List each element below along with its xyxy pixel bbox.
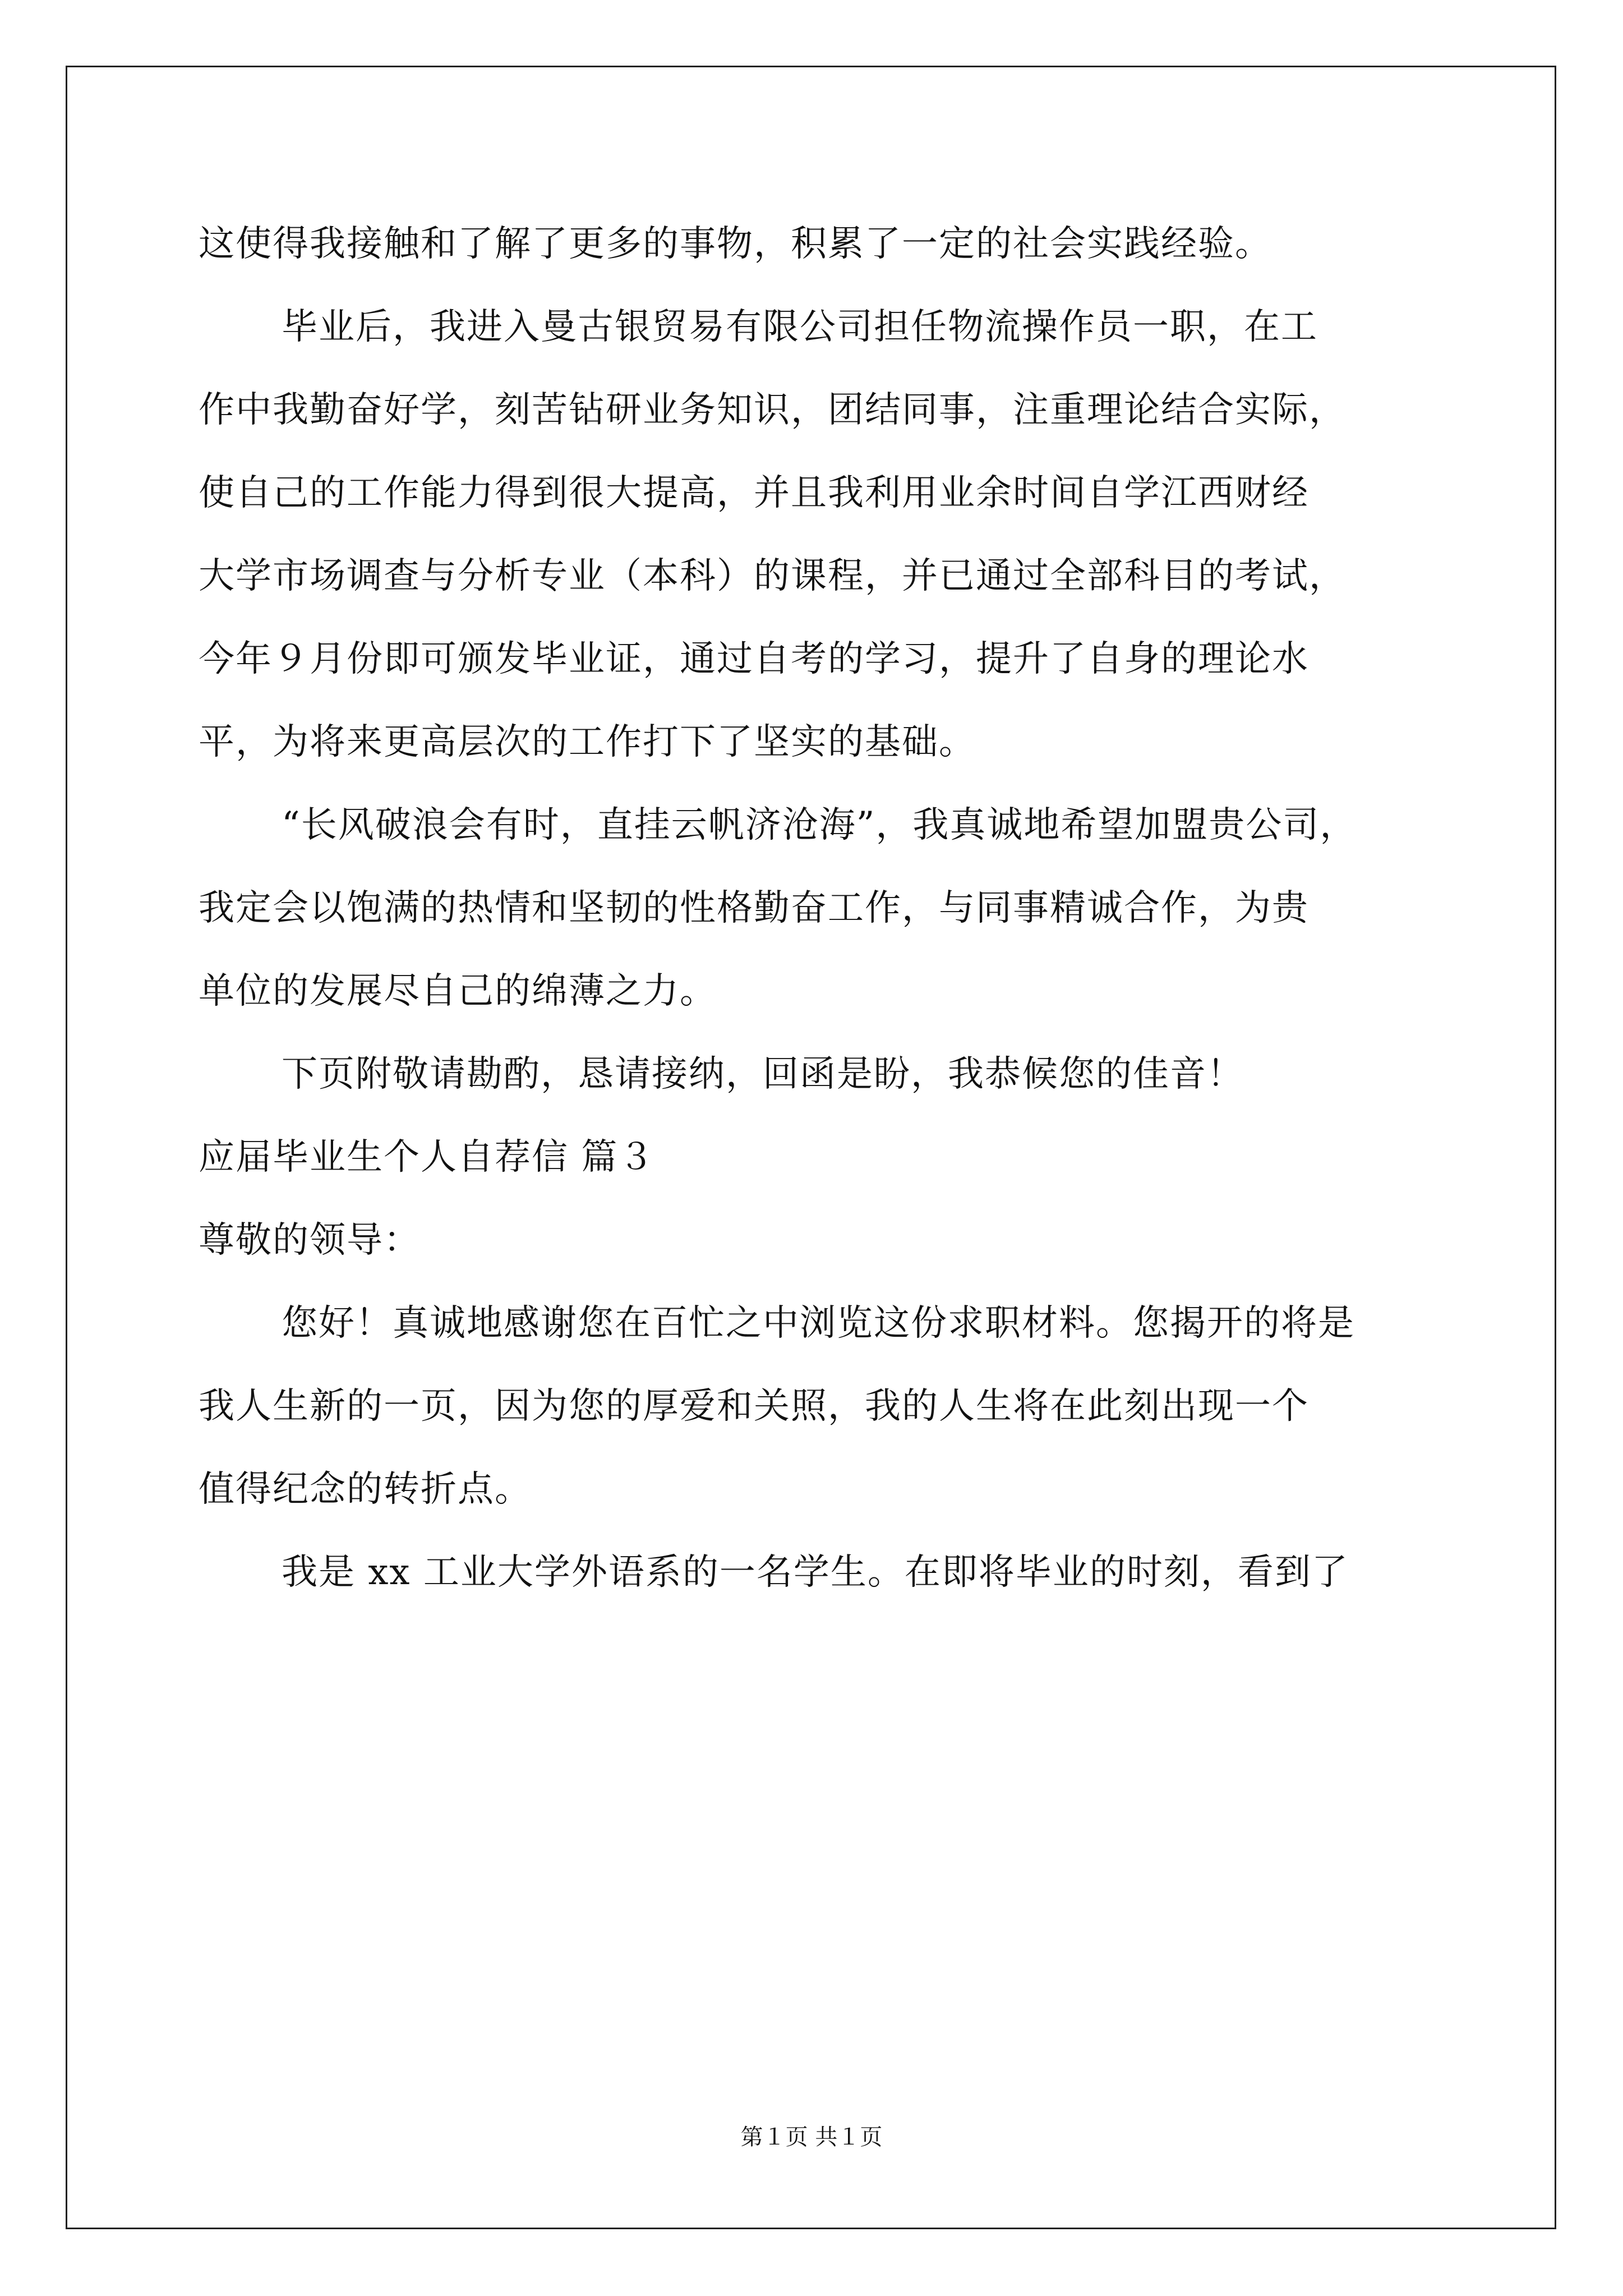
paragraph-line: 下页附敬请勘酌，恳请接纳，回函是盼，我恭候您的佳音！ [282, 1053, 1244, 1095]
paragraph-line: 我人生新的一页，因为您的厚爱和关照，我的人生将在此刻出现一个 [199, 1386, 1309, 1427]
paragraph-line: 毕业后，我进入曼古银贸易有限公司担任物流操作员一职，在工 [282, 306, 1318, 348]
paragraph-line: 作中我勤奋好学，刻苦钻研业务知识，团结同事，注重理论结合实际， [199, 389, 1346, 431]
section-heading: 应届毕业生个人自荐信 篇３ [199, 1137, 656, 1178]
salutation: 尊敬的领导： [199, 1220, 421, 1261]
paragraph-line: 这使得我接触和了解了更多的事物，积累了一定的社会实践经验。 [199, 223, 1272, 265]
paragraph-line: 我定会以饱满的热情和坚韧的性格勤奋工作，与同事精诚合作，为贵 [199, 887, 1309, 929]
paragraph-line: 平，为将来更高层次的工作打下了坚实的基础。 [199, 721, 976, 763]
page-footer: 第１页 共１页 [740, 2124, 883, 2150]
paragraph-line: 使自己的工作能力得到很大提高，并且我利用业余时间自学江西财经 [199, 472, 1309, 514]
paragraph-line: 值得纪念的转折点。 [199, 1469, 532, 1510]
paragraph-line: “长风破浪会有时，直挂云帆济沧海”，我真诚地希望加盟贵公司， [282, 804, 1357, 846]
paragraph-line: 单位的发展尽自己的绵薄之力。 [199, 970, 717, 1012]
paragraph-line: 大学市场调查与分析专业（本科）的课程，并已通过全部科目的考试， [199, 555, 1346, 597]
paragraph-line: 您好！真诚地感谢您在百忙之中浏览这份求职材料。您揭开的将是 [282, 1303, 1355, 1344]
paragraph-line: 今年９月份即可颁发毕业证，通过自考的学习，提升了自身的理论水 [199, 638, 1309, 680]
paragraph-line: 我是 xx 工业大学外语系的一名学生。在即将毕业的时刻，看到了 [282, 1552, 1349, 1593]
